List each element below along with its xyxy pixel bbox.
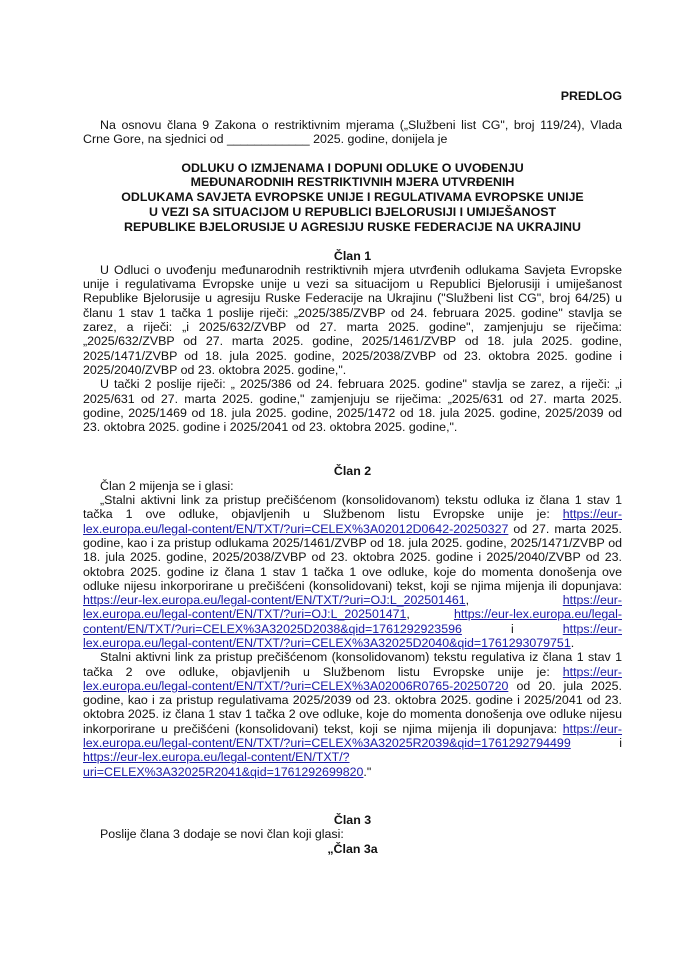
eur-lex-link[interactable]: https://eur-lex.europa.eu/legal-content/EN/TXT/?uri=CELEX%3A02012D0642-20250327	[83, 507, 622, 536]
title-line: MEĐUNARODNIH RESTRIKTIVNIH MJERA UTVRĐENIH	[190, 175, 515, 190]
article-3-heading: Član 3	[333, 812, 372, 827]
proposal-label: PREDLOG	[560, 89, 622, 103]
title-line: U VEZI SA SITUACIJOM U REPUBLICI BJELORUSIJI I UMIJEŠANOST	[148, 204, 557, 219]
text: „Stalni aktivni link za pristup prečišćenom (konsolidovanom) tekstu odluka iz člana 1 stav 1 tačka 1 ove odluke, objavljenih u Službenom listu Evropske unije je:	[83, 493, 622, 522]
text: i	[461, 621, 563, 636]
intro-paragraph: Na osnovu člana 9 Zakona o restriktivnim mjerama („Službeni list CG", broj 119/24), Vlada Crne Gore, na sjednici od ____________ 2025. godine, donijela je	[83, 118, 622, 147]
document-title	[83, 161, 622, 235]
article-1-heading: Član 1	[333, 248, 372, 263]
eur-lex-link[interactable]: https://eur-lex.europa.eu/legal-content/EN/TXT/?uri=CELEX%3A32025D2038&qid=1761292923596	[83, 607, 622, 636]
article-2-paragraph: Član 2 mijenja se i glasi:	[100, 478, 234, 493]
document-body	[83, 118, 622, 856]
article-1-paragraph: U Odluci o uvođenju međunarodnih restriktivnih mjera utvrđenih odlukama Savjeta Evropske unije i regulativama Evropske unije u vezi sa situacijom u Republici Bjelorusiji i umiješanost Republike Bjelorusije u agresiju Ruske Federacije na Ukrajinu ("Službeni list CG", broj 64/25) u članu 1 stav 1 tačka 1 poslije riječi: „2025/385/ZVBP od 24. februara 2025. godine" stavlja se zarez, a riječi: „i 2025/632/ZVBP od 27. marta 2025. godine", zamjenjuju se riječima: „2025/632/ZVBP od 27. marta 2025. godine, 2025/1461/ZVBP od 18. jula 2025. godine, 2025/1471/ZVBP od 18. jula 2025. godine, 2025/2038/ZVBP od 23. oktobra 2025. godine i 2025/2040/ZVBP od 23. oktobra 2025. godine,".	[83, 262, 622, 377]
text: ,	[406, 607, 454, 622]
eur-lex-link[interactable]: https://eur-lex.europa.eu/legal-content/EN/TXT/?uri=CELEX%3A02006R0765-20250720	[83, 664, 622, 693]
eur-lex-link[interactable]: https://eur-lex.europa.eu/legal-content/EN/TXT/?uri=CELEX%3A32025D2040&qid=1761293079751	[83, 621, 622, 650]
text: Stalni aktivni link za pristup prečišćenom (konsolidovanom) tekstu regulativa iz člana 1 stav 1 tačka 2 ove odluke, objavljenih u Službenom listu Evropske unije je:	[83, 650, 622, 679]
eur-lex-link[interactable]: https://eur-lex.europa.eu/legal-content/EN/TXT/?uri=OJ:L_202501471	[83, 593, 622, 622]
text: ."	[363, 764, 372, 779]
text: .	[570, 636, 575, 650]
eur-lex-link[interactable]: https://eur-lex.europa.eu/legal-content/EN/TXT/?uri=CELEX%3A32025R2039&qid=1761292794499	[83, 721, 622, 751]
title-line: ODLUKAMA SAVJETA EVROPSKE UNIJE I REGULATIVAMA EVROPSKE UNIJE	[121, 190, 584, 205]
text: od 20. jula 2025. godine, kao i za pristup regulativama 2025/2039 od 23. oktobra 2025. godine i 2025/2041 od 23. oktobra 2025. iz člana 1 stav 1 tačka 2 ove odluke, koje do momenta donošenja ove odluke nijesu inkorporirane u prečišćeni (konsolidovani) tekst, koji se njima mijenja ili dopunjava:	[83, 678, 622, 736]
text: i	[570, 736, 622, 751]
article-2-paragraph	[83, 650, 622, 779]
article-3-paragraph: Poslije člana 3 dodaje se novi član koji glasi:	[100, 827, 344, 842]
title-line: ODLUKU O IZMJENAMA I DOPUNI ODLUKE O UVOĐENJU	[181, 160, 524, 175]
article-3a-heading: „Član 3a	[327, 841, 378, 856]
title-line: REPUBLIKE BJELORUSIJE U AGRESIJU RUSKE FEDERACIJE NA UKRAJINU	[124, 219, 581, 234]
eur-lex-link[interactable]: https://eur-lex.europa.eu/legal-content/EN/TXT/?uri=OJ:L_202501461	[83, 593, 466, 608]
article-2-paragraph	[83, 493, 622, 650]
eur-lex-link[interactable]: https://eur-lex.europa.eu/legal-content/EN/TXT/?uri=CELEX%3A32025R2041&qid=1761292699820	[83, 750, 364, 779]
article-1-paragraph: U tački 2 poslije riječi: „ 2025/386 od 24. februara 2025. godine" stavlja se zarez, a riječi: „i 2025/631 od 27. marta 2025. godine," zamjenjuju se riječima: „2025/631 od 27. marta 2025. godine, 2025/1469 od 18. jula 2025. godine, 2025/1472 od 18. jula 2025. godine, 2025/2039 od 23. oktobra 2025. godine i 2025/2041 od 23. oktobra 2025. godine,".	[83, 377, 622, 435]
article-2-heading: Član 2	[333, 464, 372, 479]
text: ,	[465, 593, 563, 608]
text: od 27. marta 2025. godine, kao i za pristup odlukama 2025/1461/ZVBP od 18. jula 2025. godine, 2025/1471/ZVBP od 18. jula 2025. godine, 2025/2038/ZVBP od 23. oktobra 2025. godine i 2025/2040/ZVBP od 23. oktobra 2025. godine iz člana 1 stav 1 tačka 1 ove odluke, koje do momenta donošenja ove odluke nijesu inkorporirane u prečišćeni (konsolidovani) tekst, koji se njima mijenja ili dopunjava:	[83, 521, 622, 593]
